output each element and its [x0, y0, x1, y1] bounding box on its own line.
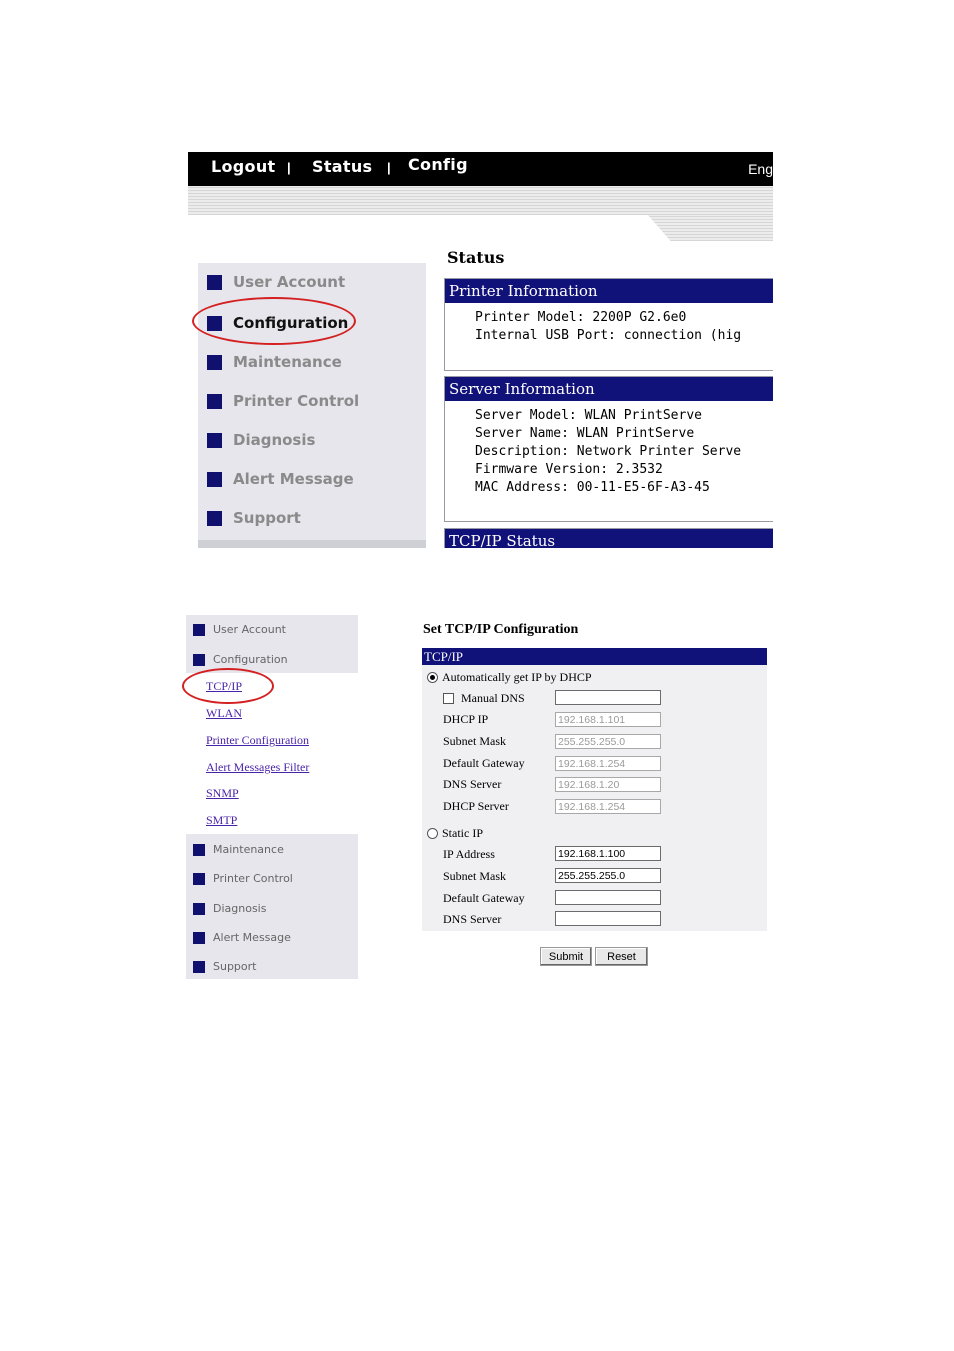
- sidebar-item-user-account[interactable]: User Account: [207, 273, 345, 291]
- dhcp-server-label: DHCP Server: [443, 799, 509, 813]
- dhcp-dns-label: DNS Server: [443, 777, 502, 791]
- sidebar-item-support[interactable]: Support: [207, 509, 301, 527]
- bullet-square-icon: [193, 873, 205, 885]
- sidebar-item-configuration[interactable]: Configuration: [193, 653, 288, 666]
- sidebar-item-support[interactable]: Support: [193, 960, 256, 973]
- sidebar-item-diagnosis[interactable]: Diagnosis: [193, 902, 266, 915]
- info-line: Server Name: WLAN PrintServe: [475, 426, 695, 441]
- sidebar-item-diagnosis[interactable]: Diagnosis: [207, 431, 315, 449]
- header-stripe-tail: [648, 215, 773, 241]
- tcpip-config-screenshot: [186, 615, 768, 981]
- bullet-square-icon: [193, 844, 205, 856]
- submit-button[interactable]: Submit: [540, 947, 592, 966]
- sidebar-item-alert-message[interactable]: Alert Message: [207, 470, 354, 488]
- static-subnet-label: Subnet Mask: [443, 869, 506, 883]
- bullet-square-icon: [207, 355, 222, 370]
- ip-address-input[interactable]: 192.168.1.100: [555, 846, 661, 861]
- sidebar-item-alert-message[interactable]: Alert Message: [193, 931, 291, 944]
- info-line: Firmware Version: 2.3532: [475, 462, 663, 477]
- panel-header: Printer Information: [445, 279, 773, 303]
- bullet-square-icon: [193, 654, 205, 666]
- printer-information-panel: [444, 278, 773, 371]
- tcpip-status-panel: [444, 528, 773, 548]
- manual-dns-input[interactable]: [555, 690, 661, 705]
- info-line: Server Model: WLAN PrintServe: [475, 408, 702, 423]
- bullet-square-icon: [207, 433, 222, 448]
- sidebar-item-maintenance[interactable]: Maintenance: [207, 353, 342, 371]
- dhcp-radio-row[interactable]: Automatically get IP by DHCP: [427, 670, 592, 685]
- link-printer-configuration[interactable]: Printer Configuration: [206, 733, 309, 747]
- link-smtp[interactable]: SMTP: [206, 813, 238, 827]
- nav-logout[interactable]: Logout: [211, 157, 276, 176]
- dhcp-gateway-label: Default Gateway: [443, 756, 525, 770]
- static-dns-input[interactable]: [555, 911, 661, 926]
- static-subnet-input[interactable]: 255.255.255.0: [555, 868, 661, 883]
- dhcp-server-input[interactable]: 192.168.1.254: [555, 799, 661, 814]
- sidebar-item-configuration[interactable]: Configuration: [207, 314, 348, 332]
- nav-separator: |: [287, 160, 291, 175]
- info-line: MAC Address: 00-11-E5-6F-A3-45: [475, 480, 710, 495]
- language-selector[interactable]: Eng: [748, 161, 773, 177]
- info-line: Description: Network Printer Serve: [475, 444, 742, 459]
- link-wlan[interactable]: WLAN: [206, 706, 242, 720]
- top-nav-bar: [188, 152, 773, 186]
- nav-status[interactable]: Status: [312, 157, 373, 176]
- page-title: Status: [447, 248, 505, 267]
- nav-config[interactable]: Config: [408, 155, 468, 174]
- bullet-square-icon: [193, 961, 205, 973]
- dhcp-gateway-input[interactable]: 192.168.1.254: [555, 756, 661, 771]
- manual-dns-row[interactable]: Manual DNS: [443, 691, 525, 706]
- reset-button[interactable]: Reset: [595, 947, 648, 966]
- sidebar-item-printer-control[interactable]: Printer Control: [193, 872, 293, 885]
- static-gateway-label: Default Gateway: [443, 891, 525, 905]
- panel-header: Server Information: [445, 377, 773, 401]
- header-stripe: [188, 186, 773, 215]
- dhcp-ip-label: DHCP IP: [443, 712, 489, 726]
- panel-header: TCP/IP: [422, 648, 767, 665]
- info-line: Internal USB Port: connection (hig: [475, 328, 742, 343]
- sidebar-bottom-bar: [198, 540, 426, 548]
- dhcp-subnet-input[interactable]: 255.255.255.0: [555, 734, 661, 749]
- link-tcpip[interactable]: TCP/IP: [206, 679, 243, 693]
- bullet-square-icon: [193, 624, 205, 636]
- bullet-square-icon: [207, 511, 222, 526]
- sidebar-item-maintenance[interactable]: Maintenance: [193, 843, 284, 856]
- server-information-panel: [444, 376, 773, 522]
- sidebar-item-printer-control[interactable]: Printer Control: [207, 392, 359, 410]
- bullet-square-icon: [207, 472, 222, 487]
- manual-dns-checkbox[interactable]: [443, 693, 454, 704]
- link-alert-messages-filter[interactable]: Alert Messages Filter: [206, 760, 310, 774]
- status-page-screenshot: [188, 152, 773, 548]
- static-dns-label: DNS Server: [443, 912, 502, 926]
- dhcp-ip-input[interactable]: 192.168.1.101: [555, 712, 661, 727]
- link-snmp[interactable]: SNMP: [206, 786, 239, 800]
- dhcp-subnet-label: Subnet Mask: [443, 734, 506, 748]
- highlight-circle: [192, 297, 356, 345]
- static-ip-radio[interactable]: [427, 828, 438, 839]
- info-line: Printer Model: 2200P G2.6e0: [475, 310, 687, 325]
- bullet-square-icon: [207, 394, 222, 409]
- sidebar-item-user-account[interactable]: User Account: [193, 623, 286, 636]
- panel-header: TCP/IP Status: [445, 529, 773, 548]
- highlight-circle: [182, 668, 274, 704]
- dhcp-dns-input[interactable]: 192.168.1.20: [555, 777, 661, 792]
- bullet-square-icon: [207, 275, 222, 290]
- ip-address-label: IP Address: [443, 847, 495, 861]
- static-ip-radio-row[interactable]: Static IP: [427, 826, 483, 841]
- nav-separator: |: [387, 160, 391, 175]
- form-title: Set TCP/IP Configuration: [423, 622, 579, 637]
- bullet-square-icon: [193, 903, 205, 915]
- dhcp-radio[interactable]: [427, 672, 438, 683]
- static-gateway-input[interactable]: [555, 890, 661, 905]
- bullet-square-icon: [193, 932, 205, 944]
